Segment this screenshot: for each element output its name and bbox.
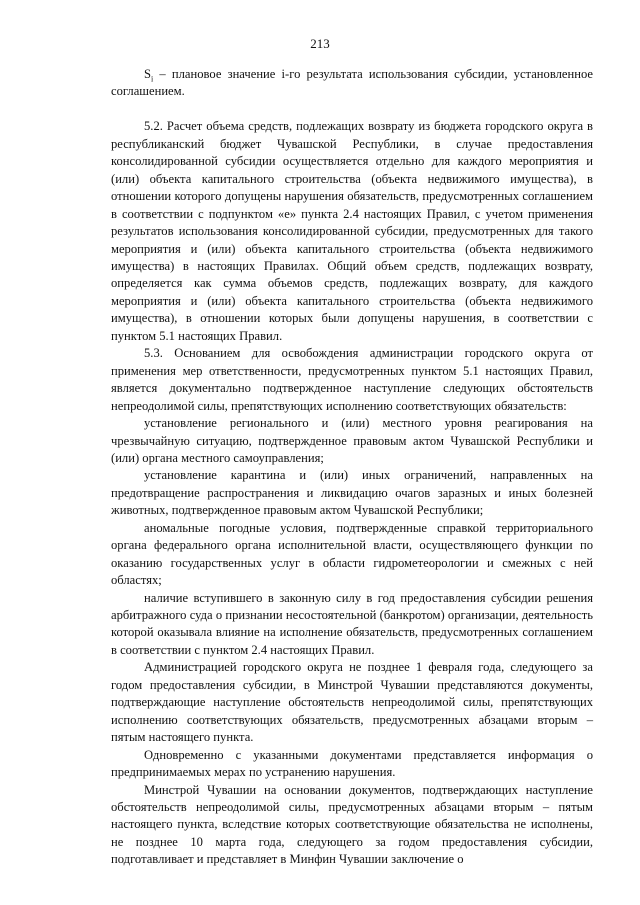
formula-subscript: i bbox=[151, 74, 154, 84]
document-body bbox=[111, 66, 593, 869]
paragraph-formula-definition bbox=[111, 66, 593, 101]
paragraph-conclusion: Минстрой Чувашии на основании документов, подтверждающих наступление обстоятельств непреодолимой силы, предусмотренных абзацами вторым – пятым настоящего пункта, вследствие которых соответствующие обязательства не исполнены, не позднее 10 марта года, следующего за годом предоставления субсидии, подготавливает и представляет в Минфин Чувашии заключение о bbox=[111, 782, 593, 867]
paragraph-bankruptcy: наличие вступившего в законную силу в год предоставления субсидии решения арбитражного суда о признании несостоятельной (банкротом) организации, деятельность которой оказывала влияние на исполнение обязательств, предусмотренных соглашением в соответствии с пунктом 2.4 настоящих Правил. bbox=[111, 590, 593, 657]
page-number: 213 bbox=[310, 36, 330, 51]
paragraph-5-3: 5.3. Основанием для освобождения администрации городского округа от применения мер ответственности, предусмотренных пунктом 5.1 настоящих Правил, является документально подтвержденное наступление следующих обстоятельств непреодолимой силы, препятствующих исполнению соответствующих обязательств: bbox=[111, 346, 593, 413]
paragraph-documents: Администрацией городского округа не позднее 1 февраля года, следующего за годом предоставления субсидии, в Минстрой Чувашии представляются документы, подтверждающие наступление обстоятельств непреодолимой силы, препятствующих исполнению соответствующих обязательств, предусмотренных абзацами вторым – пятым настоящего пункта. bbox=[111, 660, 593, 745]
paragraph-5-2: 5.2. Расчет объема средств, подлежащих возврату из бюджета городского округа в республиканский бюджет Чувашской Республики, в случае предоставления консолидированной субсидии осуществляется отдельно для каждого мероприятия и (или) объекта капитального строительства (объекта недвижимого имущества), в отношении которого допущены нарушения обязательств, предусмотренных соглашением в соответствии с подпунктом «е» пункта 2.4 настоящих Правил, с учетом применения результатов использования консолидированной субсидии, предусмотренных для такого мероприятия и (или) объекта капитального строительства (объекта недвижимого имущества) в настоящих Правилах. Общий объем средств, подлежащих возврату, определяется как сумма объемов средств, подлежащих возврату, для каждого мероприятия и (или) объекта капитального строительства (объекта недвижимого имущества), в отношении которых были допущены нарушения, в соответствии с пунктом 5.1 настоящих Правил. bbox=[111, 119, 593, 343]
formula-symbol: S bbox=[144, 67, 152, 81]
paragraph-emergency: установление регионального и (или) местного уровня реагирования на чрезвычайную ситуацию, подтвержденное правовым актом Чувашской Республики и (или) органа местного самоуправления; bbox=[111, 416, 593, 465]
formula-definition-text: – плановое значение i-го результата использования субсидии, установленное соглашением. bbox=[111, 67, 593, 99]
paragraph-weather: аномальные погодные условия, подтвержденные справкой территориального органа федерального органа исполнительной власти, осуществляющего функции по оказанию государственных услуг в области гидрометеорологии и смежных с ней областях; bbox=[111, 520, 593, 588]
paragraph-information: Одновременно с указанными документами представляется информация о предпринимаемых мерах по устранению нарушения. bbox=[111, 747, 593, 780]
paragraph-quarantine: установление карантина и (или) иных ограничений, направленных на предотвращение распространения и ликвидацию очагов заразных и иных болезней животных, подтвержденное правовым актом Чувашской Республики; bbox=[111, 468, 593, 518]
